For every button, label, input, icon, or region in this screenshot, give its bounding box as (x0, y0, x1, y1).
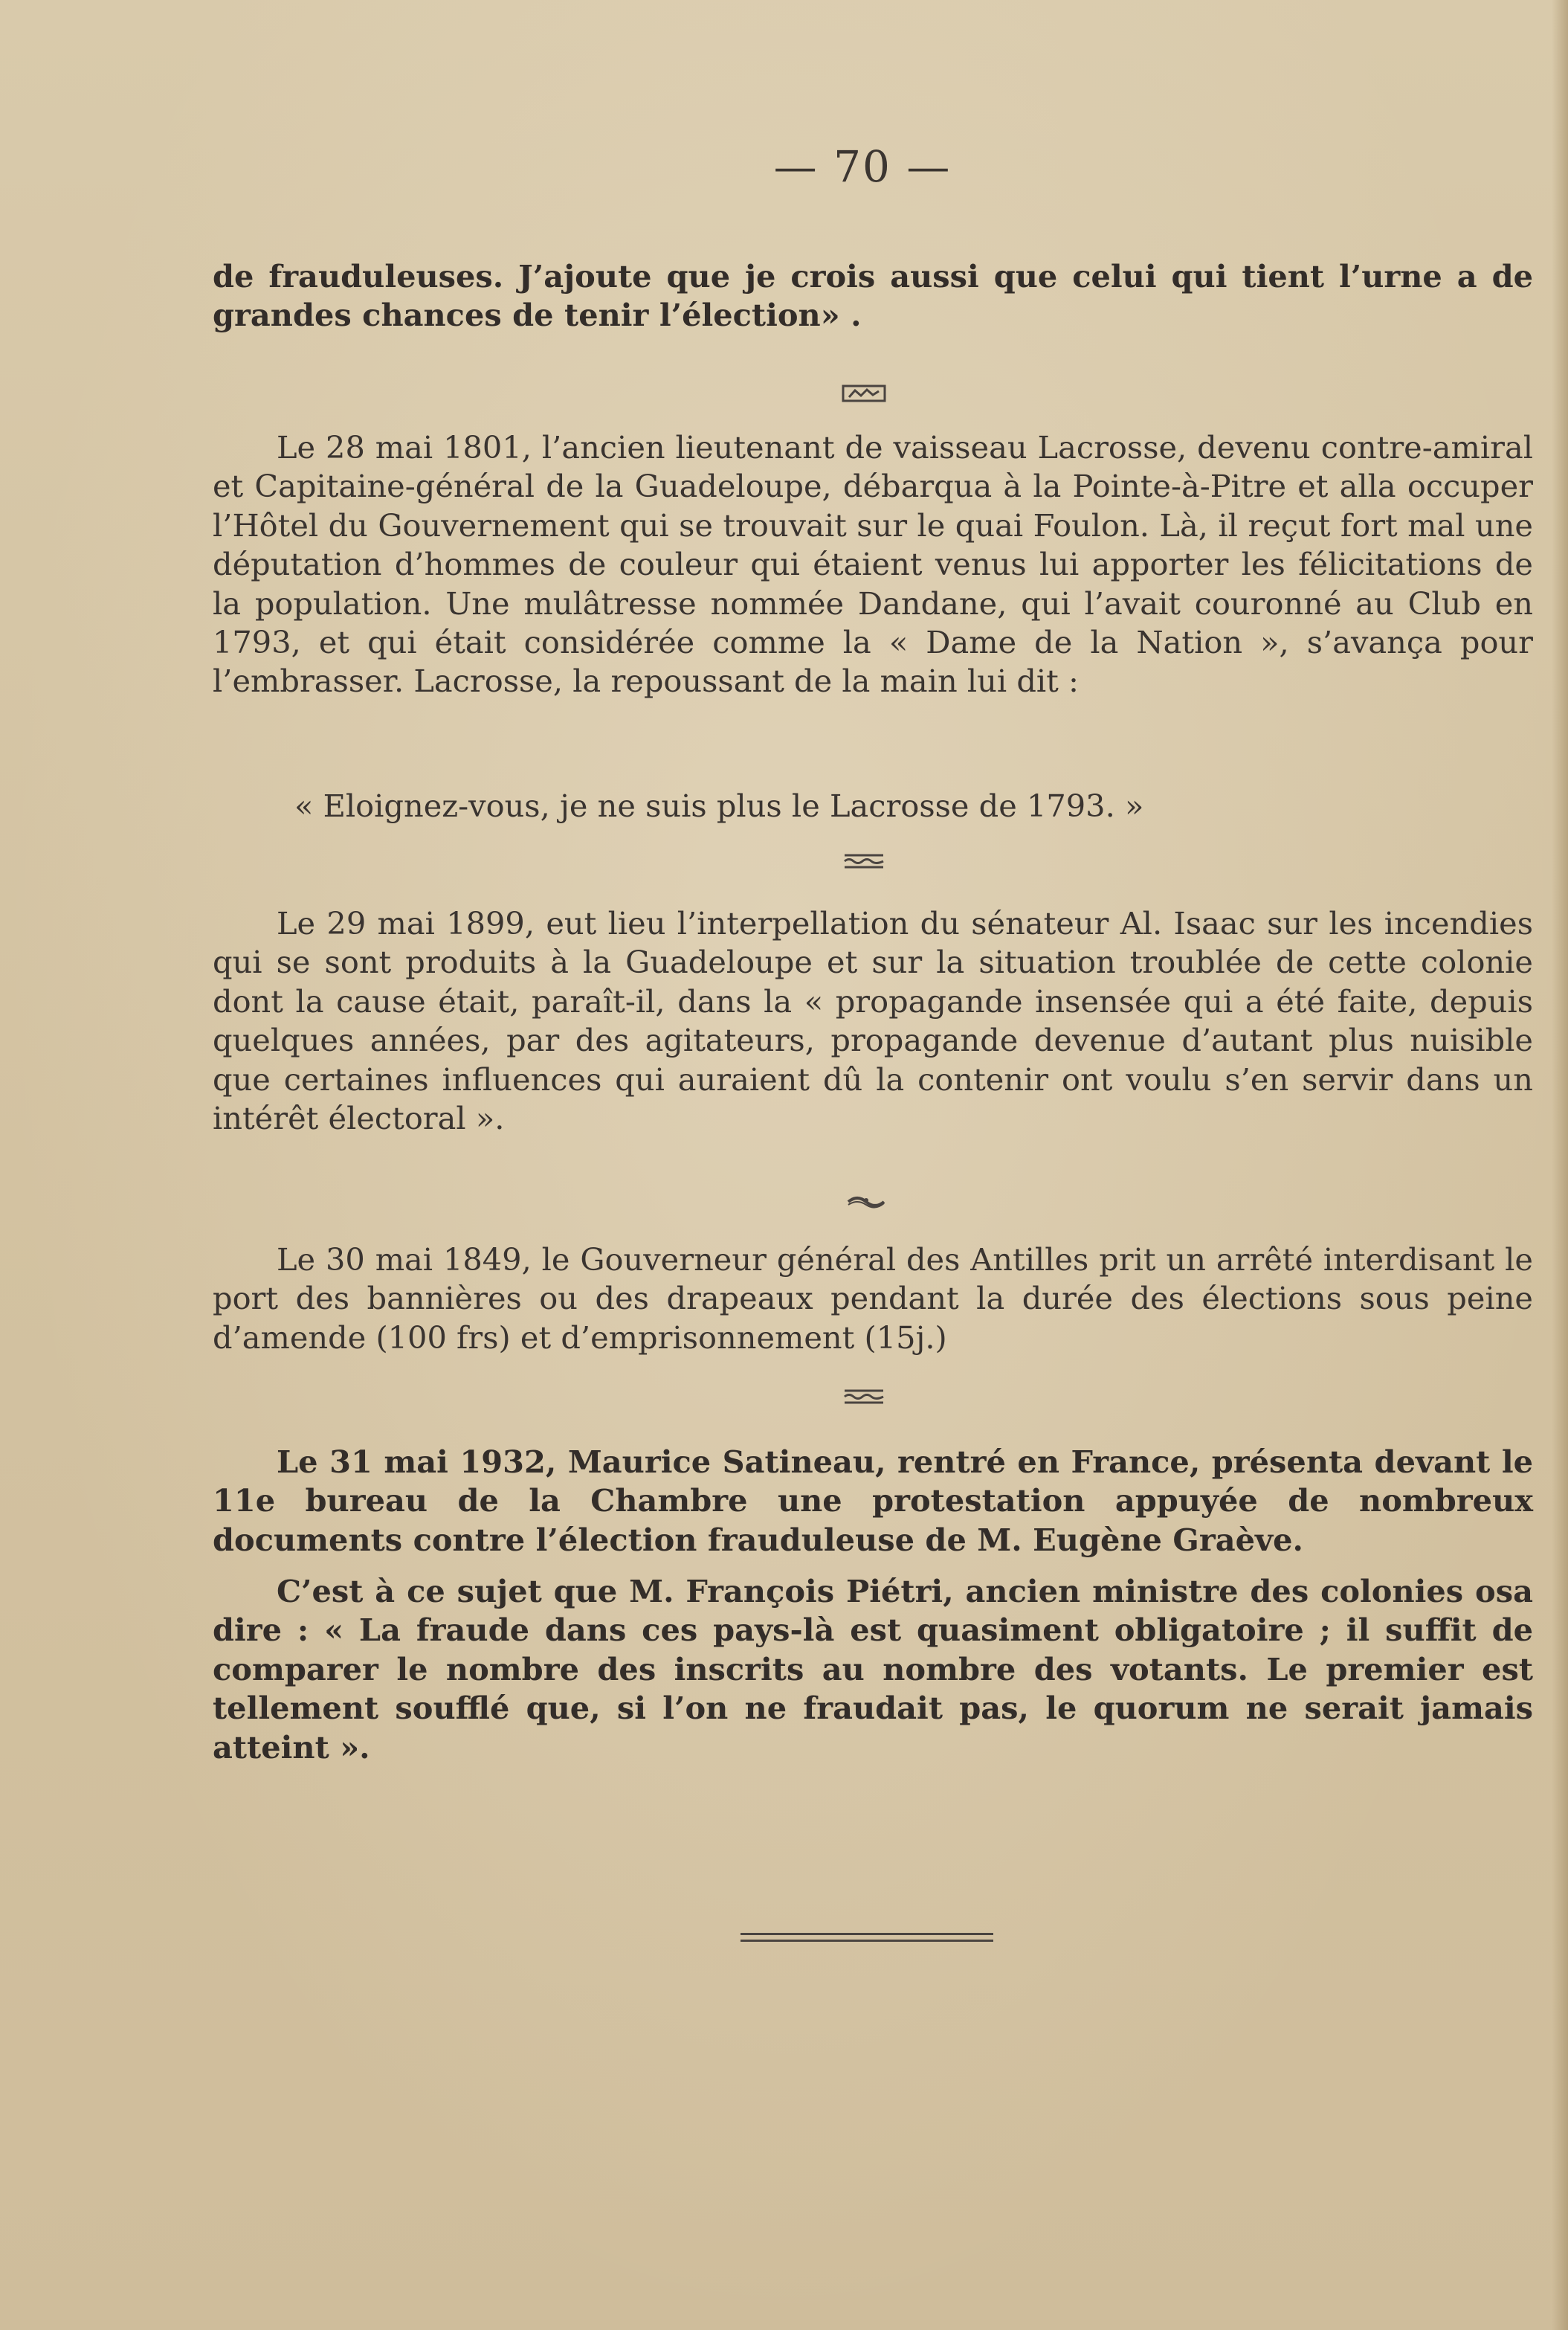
paragraph-continuation: de frauduleuses. J’ajoute que je crois aussi que celui qui tient l’urne a de grandes chances de tenir l’élection» . (213, 258, 1533, 334)
paragraph-satineau: Le 31 mai 1932, Maurice Satineau, rentré en France, présenta devant le 11e bureau de la Chambre une protestation appuyée de nombreux documents contre l’élection frauduleuse de M. Eugène Graève. (213, 1444, 1533, 1558)
paragraph-gouverneur: Le 30 mai 1849, le Gouverneur général des Antilles prit un arrêté interdisant le port des bannières ou des drapeaux pendant la durée des élections sous peine d’amende (100 frs) et d’emprisonnement (15j.) (213, 1241, 1533, 1356)
section-ornament-icon (844, 1193, 888, 1211)
section-ornament-icon (842, 1388, 886, 1406)
paragraph-lacrosse: Le 28 mai 1801, l’ancien lieutenant de vaisseau Lacrosse, devenu contre-amiral et Capitaine-général de la Guadeloupe, débarqua à la Pointe-à-Pitre et alla occuper l’Hôtel du Gouvernement qui se trouvait sur le quai Foulon. Là, il reçut fort mal une députation d’hommes de couleur qui étaient venus lui apporter les félicitations de la population. Une mulâtresse nommée Dandane, qui l’avait couronné au Club en 1793, et qui était considérée comme la « Dame de la Nation », s’avança pour l’embrasser. Lacrosse, la repoussant de la main lui dit : (213, 429, 1533, 700)
paragraph-pietri: C’est à ce sujet que M. François Piétri, ancien ministre des colonies osa dire : « La fraude dans ces pays-là est quasiment obligatoire ; il suffit de comparer le nombre des inscrits au nombre des votants. Le premier est tellement soufflé que, si l’on ne fraudait pas, le quorum ne serait jamais atteint ». (213, 1573, 1533, 1766)
page-edge-shadow (1552, 0, 1568, 2330)
paragraph-isaac: Le 29 mai 1899, eut lieu l’interpellation du sénateur Al. Isaac sur les incendies qui se sont produits à la Guadeloupe et sur la situation troublée de cette colonie dont la cause était, paraît-il, dans la « propagande insensée qui a été faite, depuis quelques années, par des agitateurs, propagande devenue d’autant plus nuisible que certaines influences qui auraient dû la contenir ont voulu s’en servir dans un intérêt électoral ». (213, 905, 1533, 1137)
section-ornament-icon (842, 852, 886, 870)
quotation-lacrosse: « Eloignez-vous, je ne suis plus le Lacrosse de 1793. » (294, 788, 1144, 824)
end-of-section-rule (741, 1933, 993, 1943)
page-number: — 70 — (773, 141, 952, 192)
section-ornament-icon (842, 384, 886, 402)
